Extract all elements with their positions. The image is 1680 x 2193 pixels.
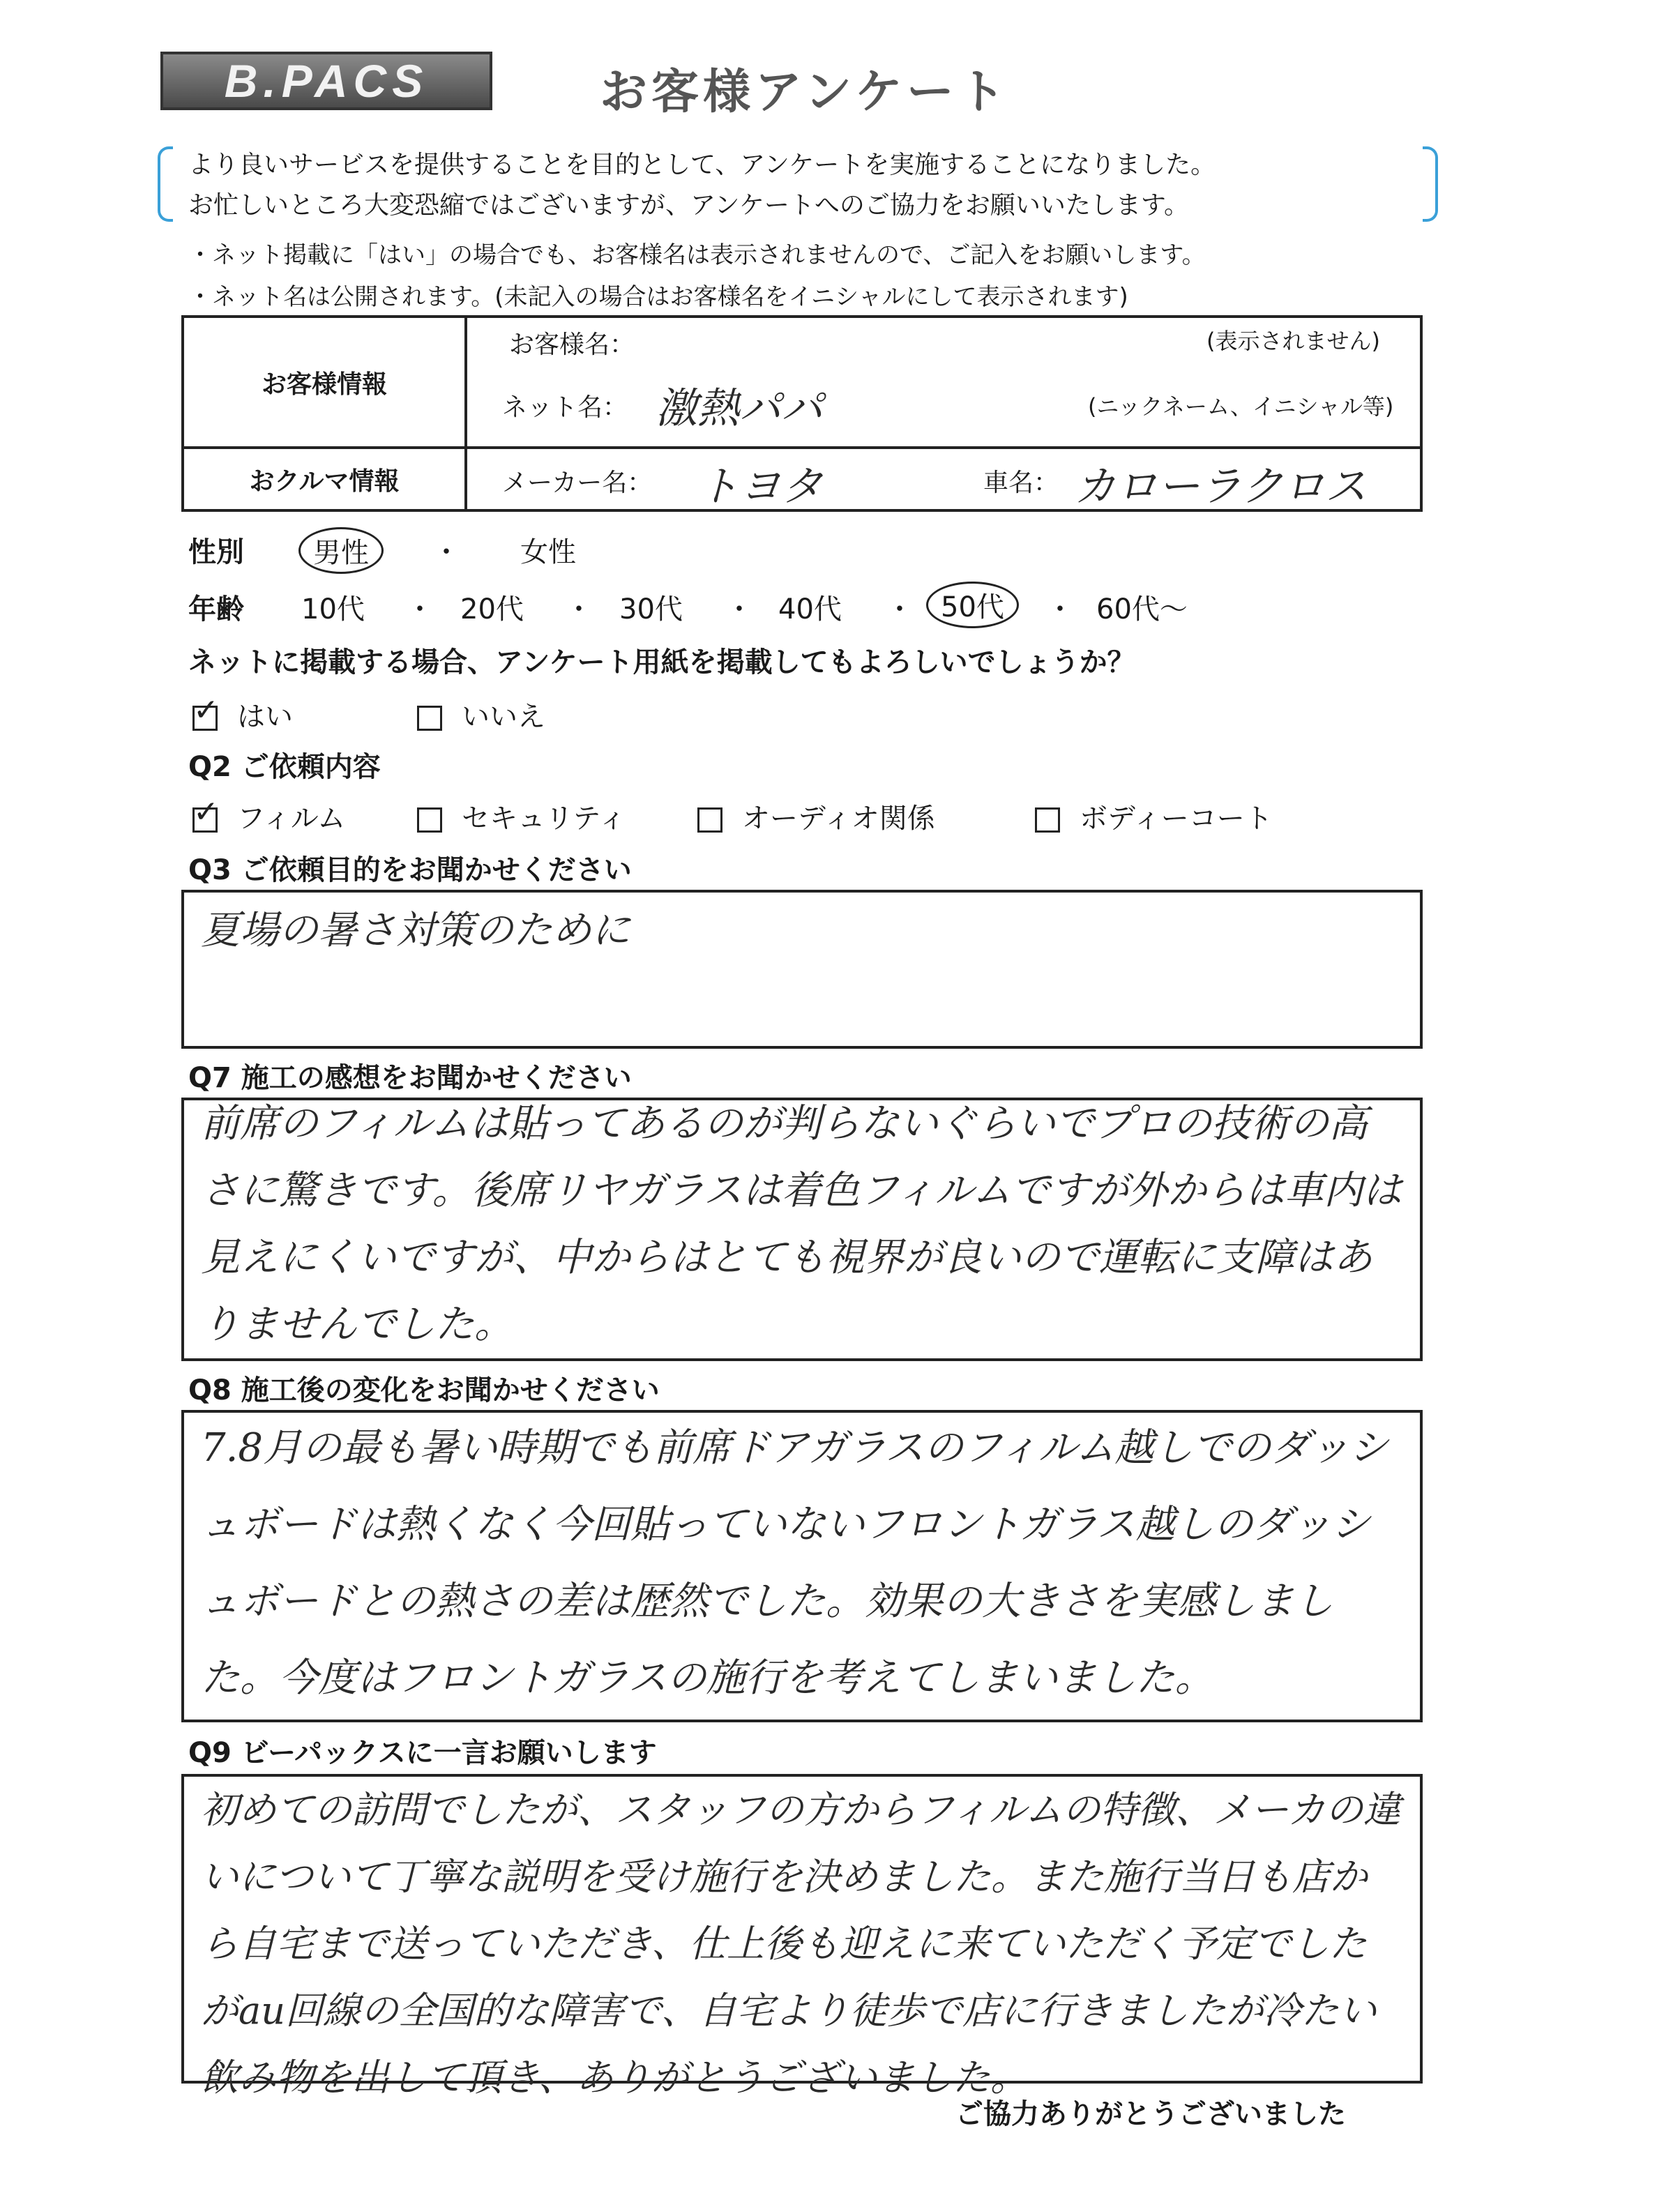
q2-audio-label: オーディオ関係 (742, 803, 935, 835)
age-separator-5: ・ (1046, 593, 1074, 625)
publish-yes-label: はい (237, 701, 293, 733)
age-option-10s[interactable]: 10代 (301, 593, 365, 625)
q8-answer-text: 7.8月の最も暑い時期でも前席ドアガラスのフィルム越しでのダッシュボードは熱くなく今回貼っていないフロントガラス越しのダッシュボードとの熱さの差は歴然でした。効果の大きさを実感しました。今度はフロントガラスの施行を考えてしまいました。 (201, 1425, 1388, 1701)
publish-question: ネットに掲載する場合、アンケート用紙を掲載してもよろしいでしょうか？ (188, 646, 1135, 678)
q2-security-checkbox[interactable] (417, 807, 442, 833)
q3-answer-text: 夏場の暑さ対策のために (201, 908, 630, 953)
q7-question: Q7 施工の感想をお聞かせください (188, 1062, 632, 1094)
gender-option-male[interactable] (298, 527, 384, 574)
car-name-value[interactable]: カローラクロス (1074, 462, 1367, 511)
q3-answer-box[interactable] (181, 890, 1423, 1049)
page-title: お客様アンケート (600, 65, 1010, 120)
q9-answer-text: 初めての訪問でしたが、スタッフの方からフィルムの特徴、メーカの違いについて丁寧な説明を受け施行を決めました。また施行当日も店から自宅まで送っていただき、仕上後も迎えに来ていただく予定でしたがau回線の全国的な障害で、自宅より徒歩で店に行きましたが冷たい飲み物を出して頂き、ありがとうございました。 (201, 1788, 1401, 2100)
q2-option-security[interactable] (417, 796, 626, 836)
age-option-20s[interactable]: 20代 (460, 593, 524, 625)
q7-answer-box[interactable] (181, 1098, 1423, 1361)
car-name-label: 車名： (983, 469, 1059, 497)
intro-bracket-left (158, 146, 173, 222)
publish-no-option[interactable] (417, 695, 545, 734)
q2-option-bodycoat[interactable] (1035, 796, 1273, 836)
q9-question: Q9 ビーパックスに一言お願いします (188, 1737, 657, 1769)
q2-film-checkbox[interactable] (192, 807, 218, 833)
net-name-value[interactable]: 激熱パパ (656, 384, 823, 433)
thanks-message: ご協力ありがとうございました (955, 2098, 1346, 2130)
publish-yes-option[interactable] (192, 695, 293, 734)
intro-note-1: ・ネット掲載に「はい」の場合でも、お客様名は表示されませんので、ご記入をお願いします。 (188, 241, 1206, 269)
bpacs-logo (160, 52, 492, 110)
q2-film-label: フィルム (237, 803, 346, 835)
logo-text: B.PACS (224, 55, 429, 107)
customer-name-label: お客様名： (509, 331, 635, 359)
customer-name-note: (表示されません) (1206, 328, 1380, 354)
q7-answer-text: 前席のフィルムは貼ってあるのが判らないぐらいでプロの技術の高さに驚きです。後席リヤガラスは着色フィルムですが外からは車内は見えにくいですが、中からはとても視界が良いので運転に支障はありませんでした。 (201, 1101, 1402, 1347)
net-name-label: ネット名： (502, 393, 628, 422)
age-separator-3: ・ (725, 593, 753, 625)
net-name-note: (ニックネーム、イニシャル等) (1088, 393, 1394, 420)
car-info-cell (466, 448, 1421, 510)
q2-security-label: セキュリティ (462, 803, 626, 835)
age-separator-1: ・ (406, 593, 434, 625)
q2-option-film[interactable] (192, 796, 345, 836)
publish-no-label: いいえ (462, 701, 545, 733)
publish-no-checkbox[interactable] (417, 706, 442, 731)
customer-info-cell (466, 317, 1421, 448)
age-option-50s[interactable] (926, 582, 1019, 628)
q2-question: Q2 ご依頼内容 (188, 751, 381, 783)
q2-bodycoat-checkbox[interactable] (1035, 807, 1060, 833)
q2-audio-checkbox[interactable] (697, 807, 722, 833)
age-separator-4: ・ (886, 593, 914, 625)
q8-question: Q8 施工後の変化をお聞かせください (188, 1374, 660, 1406)
customer-info-header: お客様情報 (183, 317, 466, 448)
age-option-30s[interactable]: 30代 (619, 593, 683, 625)
gender-option-female[interactable]: 女性 (520, 536, 576, 568)
gender-separator: ・ (432, 536, 460, 568)
gender-male-text: 男性 (298, 527, 384, 574)
age-label: 年齢 (188, 593, 244, 625)
q2-bodycoat-label: ボディーコート (1080, 803, 1273, 835)
age-option-60s[interactable]: 60代～ (1096, 593, 1188, 625)
maker-value[interactable]: トヨタ (697, 462, 823, 511)
intro-line-1: より良いサービスを提供することを目的として、アンケートを実施することになりました。 (188, 151, 1216, 179)
maker-label: メーカー名： (502, 469, 653, 497)
q2-option-audio[interactable] (697, 796, 935, 836)
age-separator-2: ・ (565, 593, 593, 625)
publish-yes-checkbox[interactable] (192, 706, 218, 731)
info-table (181, 315, 1423, 512)
intro-line-2: お忙しいところ大変恐縮ではございますが、アンケートへのご協力をお願いいたします。 (188, 191, 1189, 220)
q9-answer-box[interactable] (181, 1774, 1423, 2100)
intro-bracket-right (1423, 146, 1438, 222)
intro-note-2: ・ネット名は公開されます。(未記入の場合はお客様名をイニシャルにして表示されます) (188, 283, 1128, 311)
q3-question: Q3 ご依頼目的をお聞かせください (188, 854, 632, 886)
age-option-40s[interactable]: 40代 (778, 593, 842, 625)
car-info-header: おクルマ情報 (183, 448, 466, 510)
q8-answer-box[interactable] (181, 1410, 1423, 1722)
gender-label: 性別 (188, 536, 244, 568)
age-50s-text: 50代 (926, 582, 1019, 628)
